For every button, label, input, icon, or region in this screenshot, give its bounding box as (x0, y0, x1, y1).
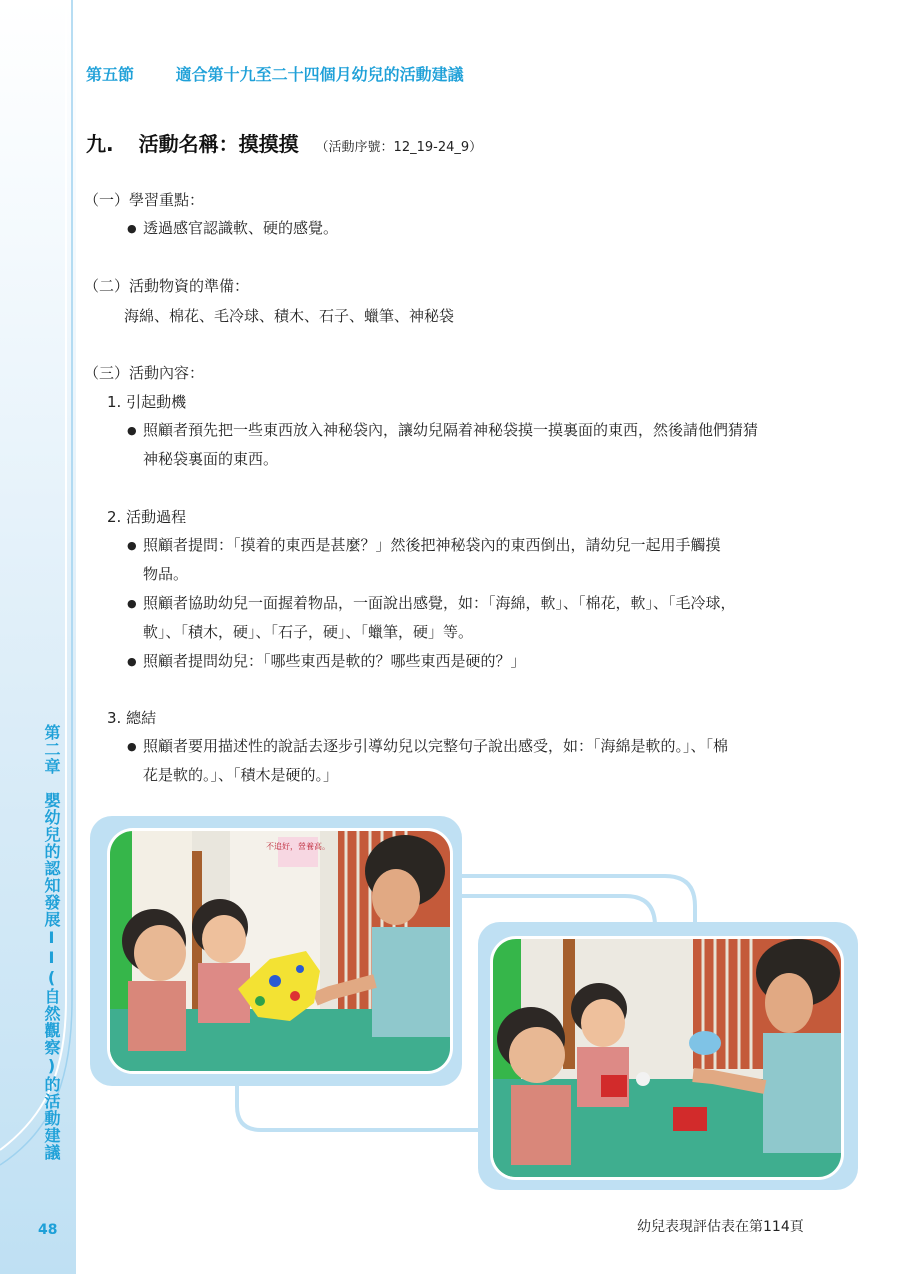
chapter-label: 第二章 嬰幼兒的認知發展II(自然觀察)的活動建議 (42, 724, 61, 1161)
materials-heading: （二）活動物資的準備： (84, 277, 250, 295)
materials-list: 海綿、棉花、毛冷球、積木、石子、蠟筆、神秘袋 (124, 307, 455, 325)
step-title: 2. 活動過程 (107, 508, 187, 526)
section-title: 適合第十九至二十四個月幼兒的活動建議 (175, 65, 464, 84)
step-bullet: ● 照顧者預先把一些東西放入神秘袋內，讓幼兒隔着神秘袋摸一摸裏面的東西，然後請他們猜猜 神秘袋裏面的東西。 (143, 416, 833, 474)
activity-title (86, 128, 482, 157)
photo-children-with-blocks (493, 939, 841, 1177)
step-bullet: ● 照顧者提問：「摸着的東西是甚麼？」然後把神秘袋內的東西倒出，請幼兒一起用手觸摸 物品。 (143, 531, 833, 589)
assessment-reference: 幼兒表現評估表在第114頁 (637, 1219, 804, 1235)
bullet-icon: ● (127, 655, 137, 668)
wall-sign-text: 不追好，營養高。 (266, 842, 330, 851)
step-bullet: ● 照顧者要用描述性的說話去逐步引導幼兒以完整句子說出感受，如：「海綿是軟的。」、「棉 花是軟的。」、「積木是硬的。」 (143, 732, 833, 790)
page-number: 48 (38, 1222, 58, 1238)
bullet-icon: ● (127, 597, 137, 610)
learning-point: ● 透過感官認識軟、硬的感覺。 (143, 214, 833, 243)
bullet-icon: ● (127, 424, 137, 437)
bullet-icon: ● (127, 539, 137, 552)
bullet-icon: ● (127, 222, 137, 235)
section-heading (86, 62, 464, 85)
activity-number: 九. (86, 132, 114, 156)
photo-children-touching-cloth (110, 831, 450, 1071)
learning-heading: （一）學習重點： (84, 191, 205, 209)
step-title: 3. 總結 (107, 709, 157, 727)
activity-photo-2 (490, 936, 844, 1180)
step-bullet: ● 照顧者提問幼兒：「哪些東西是軟的？哪些東西是硬的？」 (143, 647, 833, 676)
content-heading: （三）活動內容： (84, 364, 205, 382)
step-title: 1. 引起動機 (107, 393, 187, 411)
activity-name: 活動名稱：摸摸摸 (138, 132, 299, 156)
step-bullet: ● 照顧者協助幼兒一面握着物品，一面說出感覺，如：「海綿，軟」、「棉花，軟」、「毛冷球， 軟」、「積木，硬」、「石子，硬」、「蠟筆，硬」等。 (143, 589, 833, 647)
activity-code: （活動序號：12_19-24_9） (315, 140, 483, 155)
section-number: 第五節 (86, 65, 135, 84)
activity-photo-1 (107, 828, 453, 1074)
bullet-icon: ● (127, 740, 137, 753)
